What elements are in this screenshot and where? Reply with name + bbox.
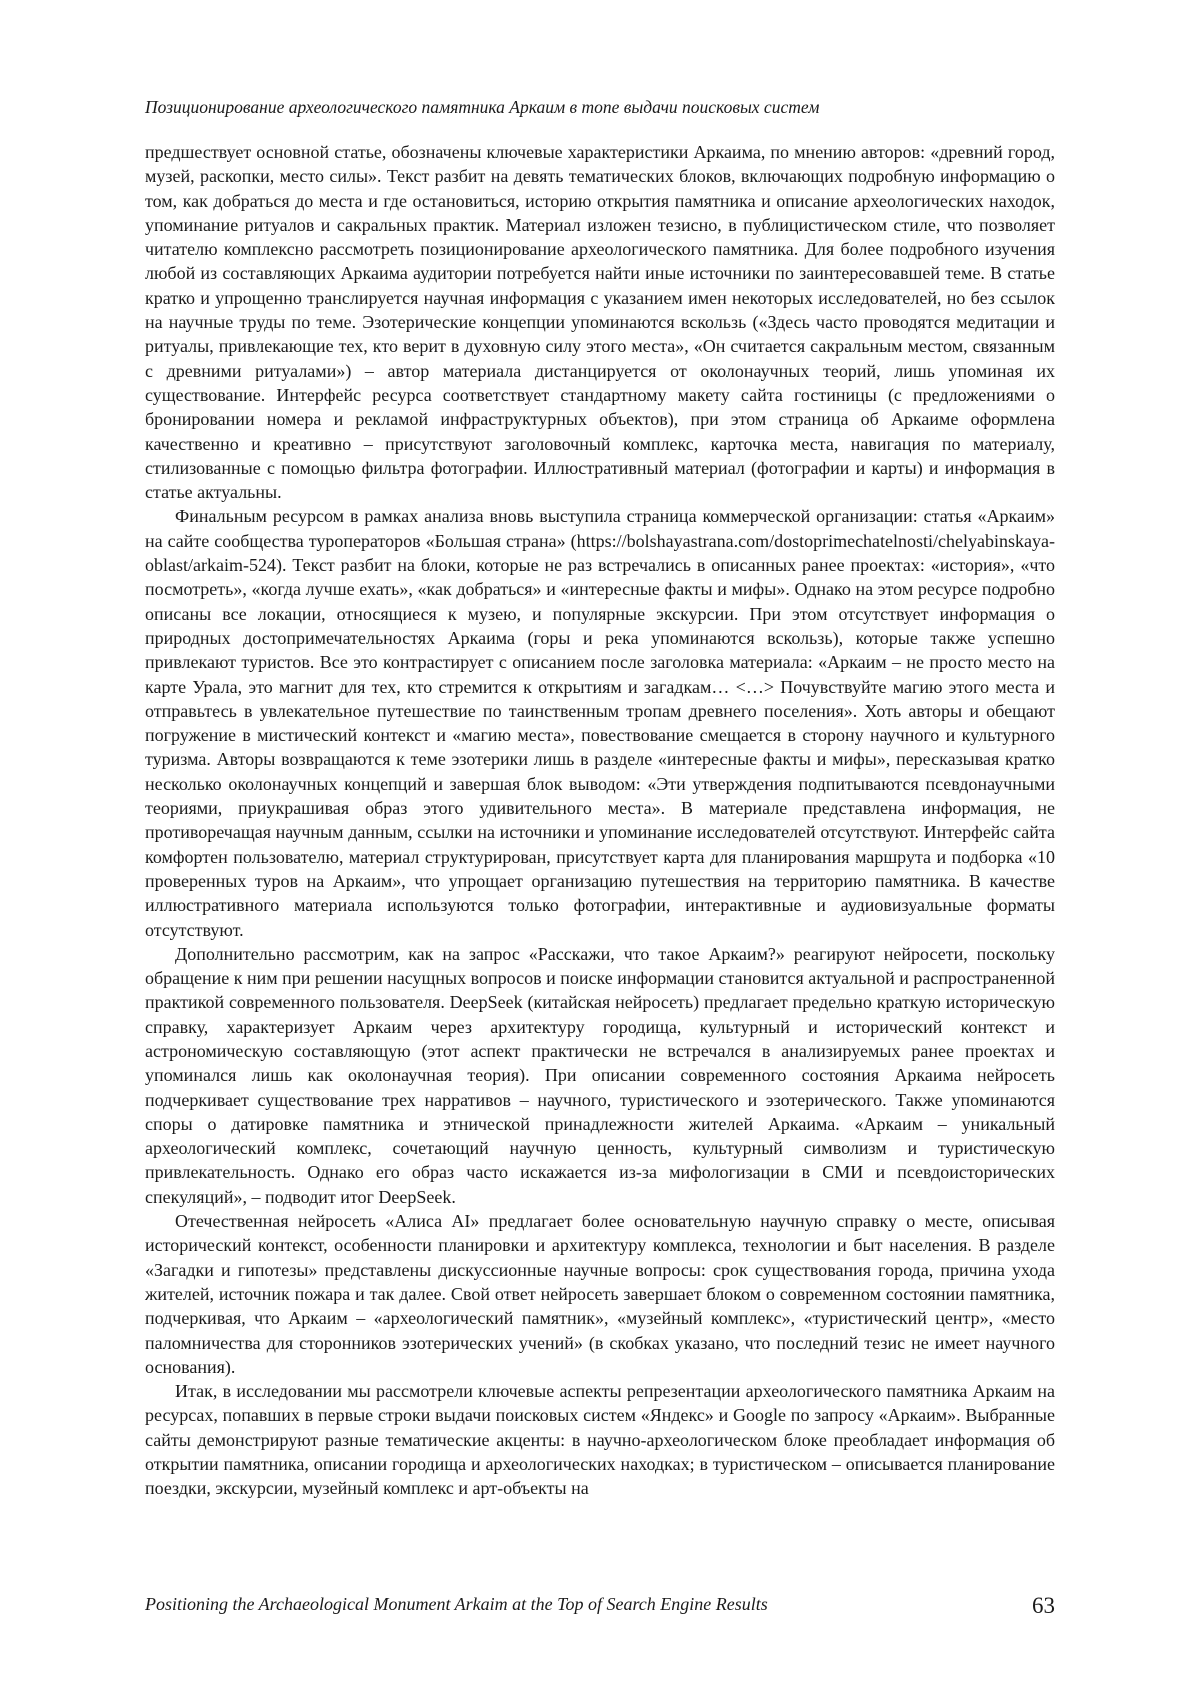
paragraph-alisa-ai: Отечественная нейросеть «Алиса AI» предлагает более основательную научную справку о месте, описывая исторический контекст, особенности планировки и архитектуру комплекса, технологии и быт населения. В разделе «Загадки и гипотезы» представлены дискуссионные научные вопросы: срок существования города, причина ухода жителей, источник пожара и так далее. Свой ответ нейросеть завершает блоком о современном состоянии памятника, подчеркивая, что Аркаим – «археологический памятник», «музейный комплекс», «туристический центр», «место паломничества для сторонников эзотерических учений» (в скобках указано, что последний тезис не имеет научного основания).: [145, 1211, 1055, 1377]
footer-english-title: Positioning the Archaeological Monument Arkaim at the Top of Search Engine Results: [145, 1594, 768, 1614]
running-title: Позиционирование археологического памятника Аркаим в топе выдачи поисковых систем: [145, 97, 820, 117]
paragraph-continued: предшествует основной статье, обозначены ключевые характеристики Аркаима, по мнению авторов: «древний город, музей, раскопки, место силы». Текст разбит на девять тематических блоков, включающих подробную информацию о том, как добраться до места и где остановиться, историю открытия памятника и описание археологических находок, упоминание ритуалов и сакральных практик. Материал изложен тезисно, в публицистическом стиле, что позволяет читателю комплексно рассмотреть позиционирование археологического памятника. Для более подробного изучения любой из составляющих Аркаима аудитории потребуется найти иные источники по заинтересовавшей теме. В статье кратко и упрощенно транслируется научная информация с указанием имен некоторых исследователей, но без ссылок на научные труды по теме. Эзотерические концепции упоминаются вскользь («Здесь часто проводятся медитации и ритуалы, привлекающие тех, кто верит в духовную силу этого места», «Он считается сакральным местом, связанным с древними ритуалами») – автор материала дистанцируется от околонаучных теорий, лишь упоминая их существование. Интерфейс ресурса соответствует стандартному макету сайта гостиницы (с предложениями о бронировании номера и рекламой инфраструктурных объектов), при этом страница об Аркаиме оформлена качественно и креативно – присутствуют заголовочный комплекс, карточка места, навигация по материалу, стилизованные с помощью фильтра фотографии. Иллюстративный материал (фотографии и карты) и информация в статье актуальны.: [145, 142, 1055, 503]
paragraph-deepseek: Дополнительно рассмотрим, как на запрос «Расскажи, что такое Аркаим?» реагируют нейросети, поскольку обращение к ним при решении насущных вопросов и поиске информации становится актуальной и распространенной практикой современного пользователя. DeepSeek (китайская нейросеть) предлагает предельно краткую историческую справку, характеризует Аркаим через архитектуру городища, культурный и исторический контекст и астрономическую составляющую (этот аспект практически не встречался в анализируемых ранее проектах и упоминался лишь как околонаучная теория). При описании современного состояния Аркаима нейросеть подчеркивает существование трех нарративов – научного, туристического и эзотерического. Также упоминаются споры о датировке памятника и этнической принадлежности жителей Аркаима. «Аркаим – уникальный археологический комплекс, сочетающий научную ценность, культурный символизм и туристическую привлекательность. Однако его образ часто искажается из-за мифологизации в СМИ и псевдоисторических спекуляций», – подводит итог DeepSeek.: [145, 943, 1056, 1207]
paragraph-bolshaya-strana: Финальным ресурсом в рамках анализа вновь выступила страница коммерческой организации: статья «Аркаим» на сайте сообщества туроператоров «Большая страна» (https://bolshayastrana.com/dostoprimechatelnosti/chelyabinskaya-oblast/arkaim-524). Текст разбит на блоки, которые не раз встречались в описанных ранее проектах: «история», «что посмотреть», «когда лучше ехать», «как добраться» и «интересные факты и мифы». Однако на этом ресурсе подробно описаны все локации, относящиеся к музею, и популярные экскурсии. При этом отсутствует информация о природных достопримечательностях Аркаима (горы и река упоминаются вскользь), которые также успешно привлекают туристов. Все это контрастирует с описанием после заголовка материала: «Аркаим – не просто место на карте Урала, это магнит для тех, кто стремится к открытиям и загадкам… <…> Почувствуйте магию этого места и отправьтесь в увлекательное путешествие по таинственным тропам древнего поселения». Хоть авторы и обещают погружение в мистический контекст и «магию места», повествование смещается в сторону научного и культурного туризма. Авторы возвращаются к теме эзотерики лишь в разделе «интересные факты и мифы», пересказывая кратко несколько околонаучных концепций и завершая блок выводом: «Эти утверждения подпитываются псевдонаучными теориями, приукрашивая образ этого удивительного места». В материале представлена информация, не противоречащая научным данным, ссылки на источники и упоминание исследователей отсутствуют. Интерфейс сайта комфортен пользователю, материал структурирован, присутствует карта для планирования маршрута и подборка «10 проверенных туров на Аркаим», что упрощает организацию путешествия на территорию памятника. В качестве иллюстративного материала используются только фотографии, интерактивные и аудиовизуальные форматы отсутствуют.: [145, 506, 1055, 940]
page-number: 63: [1032, 1593, 1055, 1618]
article-body: [145, 140, 1055, 1501]
paragraph-conclusion: Итак, в исследовании мы рассмотрели ключевые аспекты репрезентации археологического памятника Аркаим на ресурсах, попавших в первые строки выдачи поисковых систем «Яндекс» и Google по запросу «Аркаим». Выбранные сайты демонстрируют разные тематические акценты: в научно-археологическом блоке преобладает информация об открытии памятника, описании городища и археологических находках; в туристическом – описывается планирование поездки, экскурсии, музейный комплекс и арт-объекты на: [145, 1381, 1055, 1499]
